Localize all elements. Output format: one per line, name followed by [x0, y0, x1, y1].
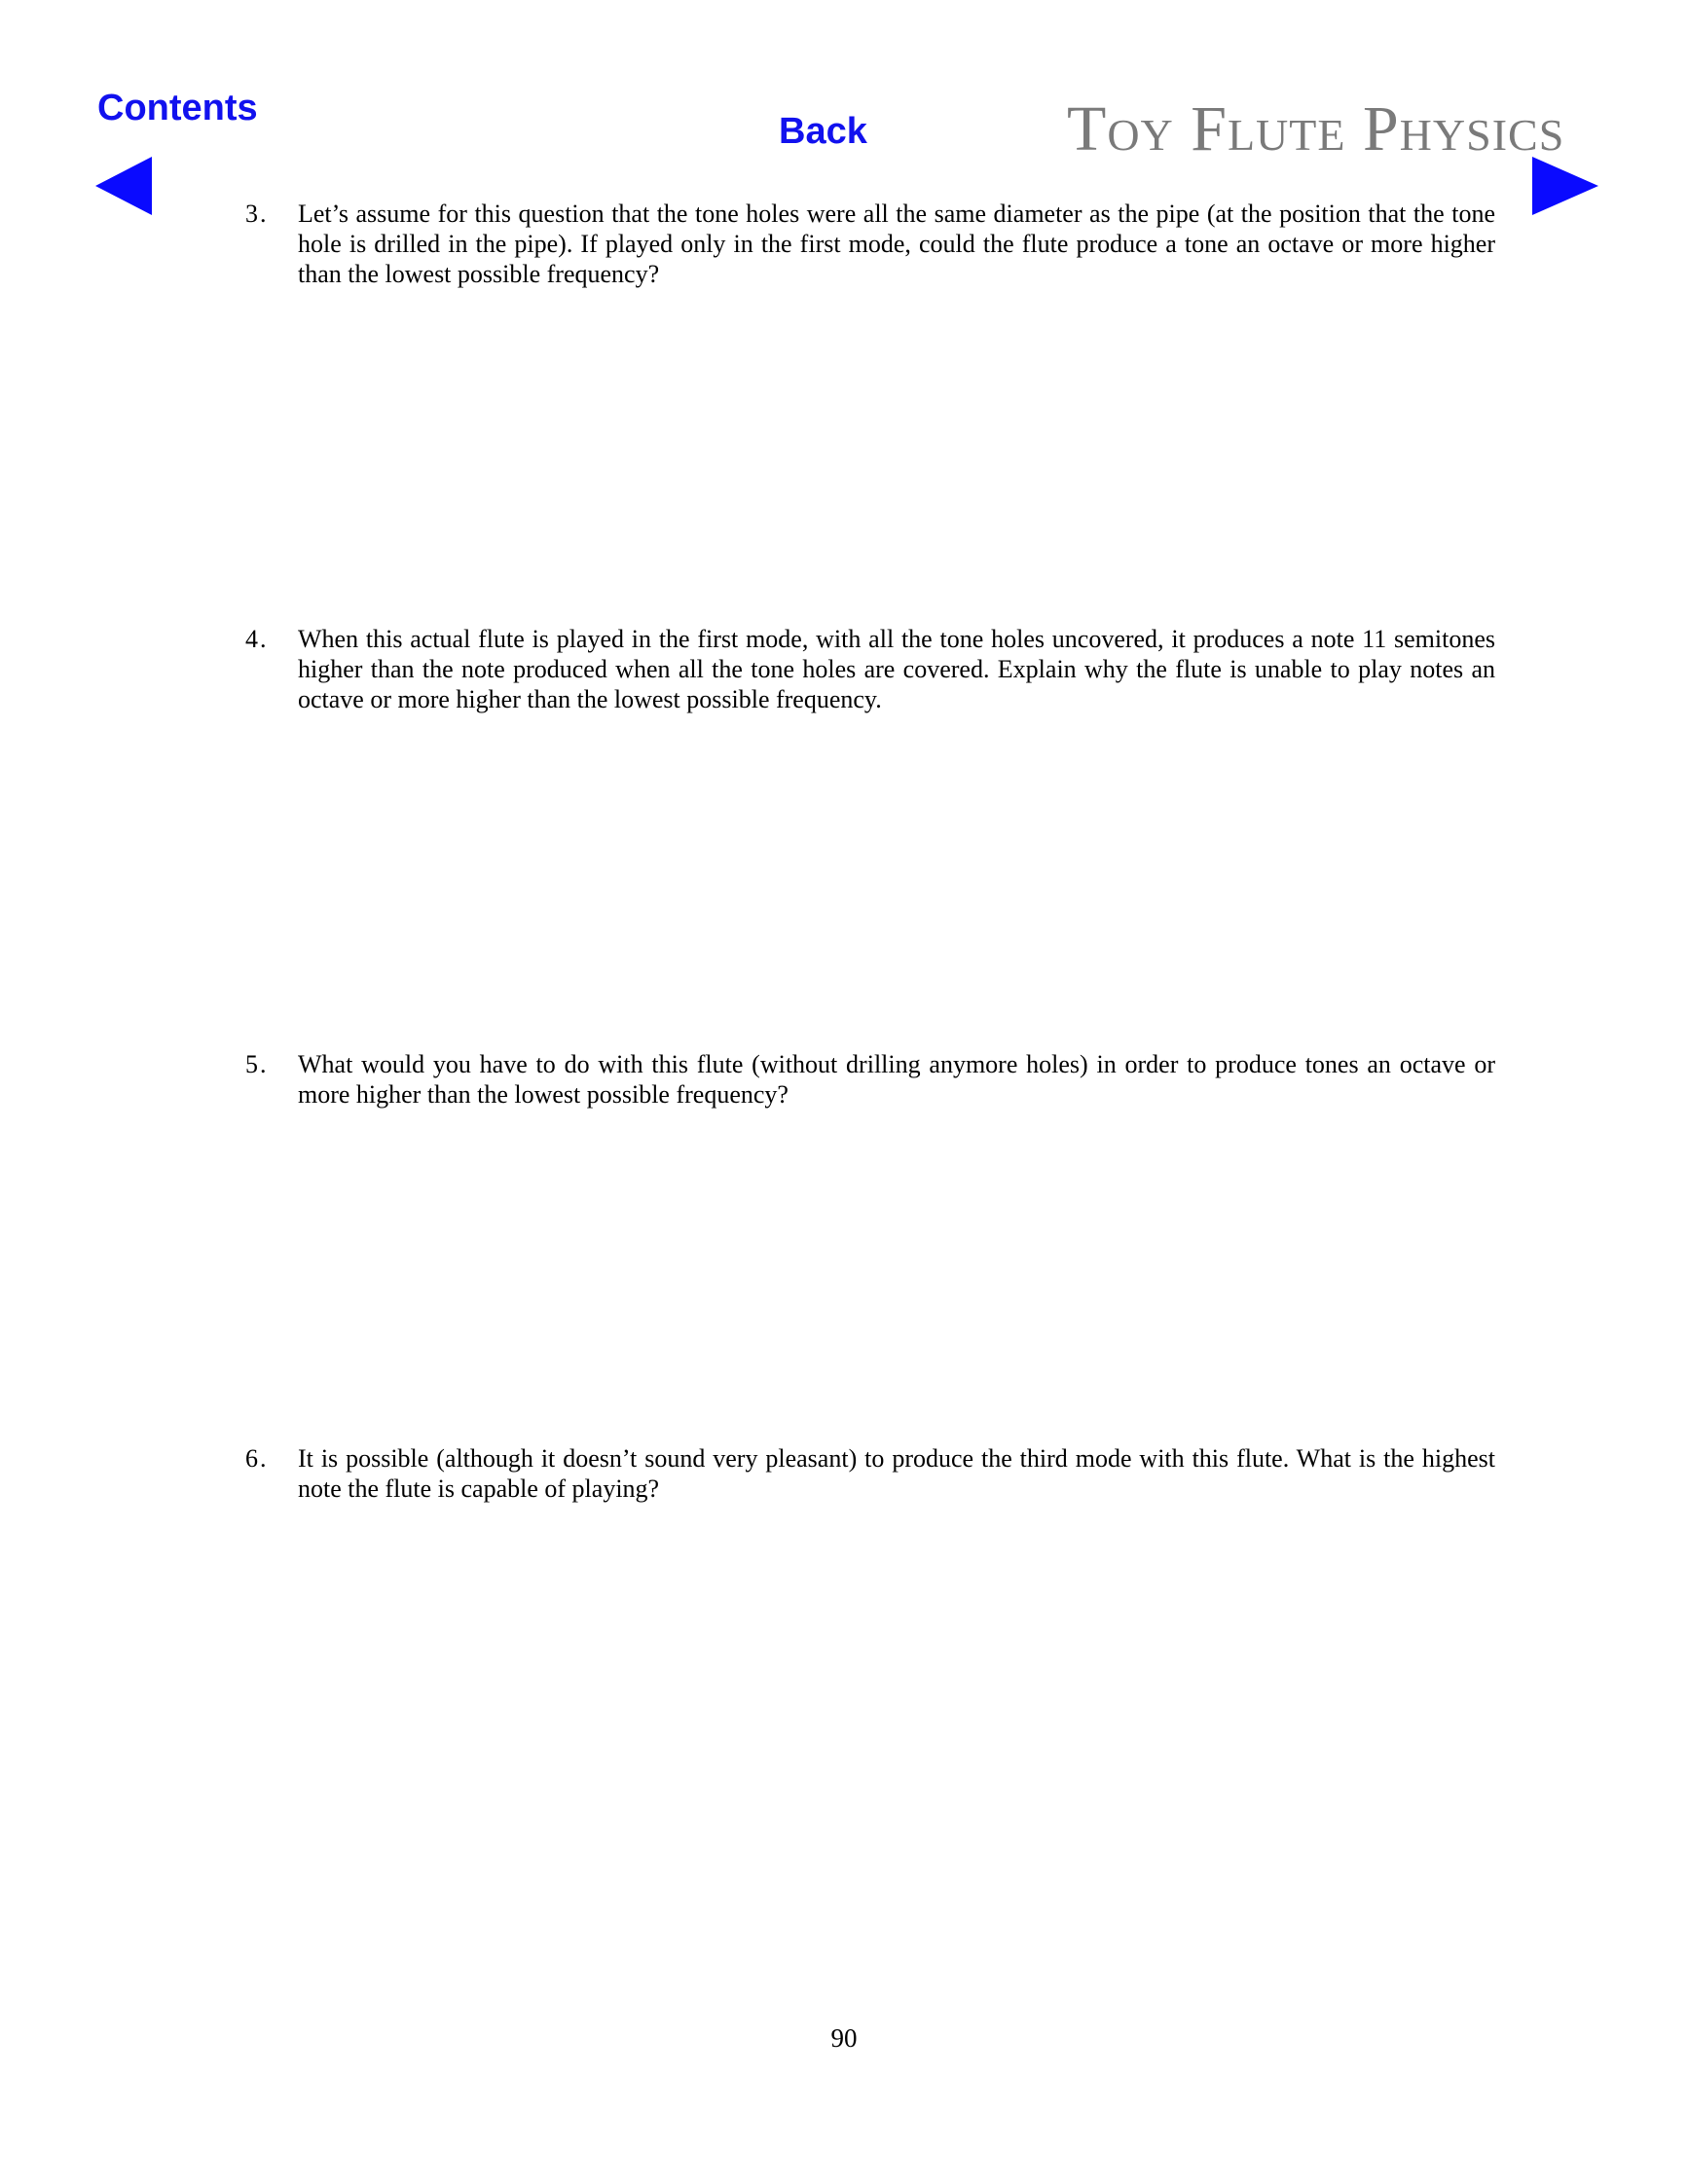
question-number: 4. — [245, 625, 269, 653]
question-number: 6. — [245, 1444, 269, 1473]
left-arrow-icon[interactable] — [95, 157, 152, 215]
question-number: 5. — [245, 1050, 269, 1078]
page-header-title: Toy Flute Physics — [1067, 93, 1565, 164]
question-text: When this actual flute is played in the first mode, with all the tone holes uncovered, it produces a note 11 semitones higher than the note produced when all the tone holes are covered. Explain why the flute is unable to play notes an octave or more higher than the lowest possible frequency. — [298, 625, 1495, 713]
right-arrow-icon[interactable] — [1532, 157, 1598, 215]
back-link[interactable]: Back — [779, 111, 867, 152]
contents-link[interactable]: Contents — [97, 88, 258, 128]
question-item — [245, 199, 1495, 289]
page-number: 90 — [830, 2023, 858, 2053]
question-number: 3. — [245, 200, 269, 228]
question-text: It is possible (although it doesn’t sound very pleasant) to produce the third mode with this flute. What is the highest note the flute is capable of playing? — [298, 1444, 1495, 1503]
question-text: Let’s assume for this question that the tone holes were all the same diameter as the pipe (at the position that the tone hole is drilled in the pipe). If played only in the first mode, could the flute produce a tone an octave or more higher than the lowest possible frequency? — [298, 200, 1495, 288]
question-item — [245, 1049, 1495, 1110]
question-item — [245, 1443, 1495, 1504]
question-text: What would you have to do with this flute (without drilling anymore holes) in order to produce tones an octave or more higher than the lowest possible frequency? — [298, 1050, 1495, 1109]
question-item — [245, 624, 1495, 714]
